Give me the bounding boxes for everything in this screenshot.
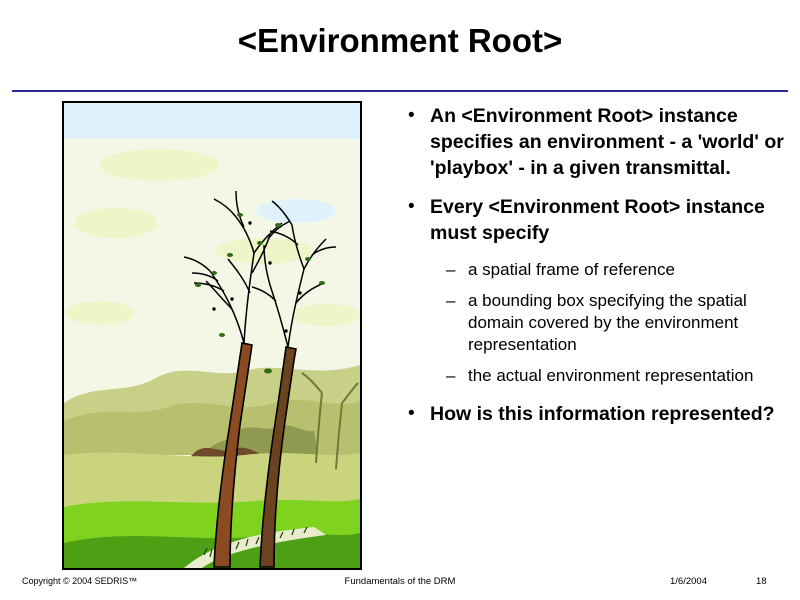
sub-bullet-text: a spatial frame of reference [468,260,675,279]
footer-date: 1/6/2004 [670,576,707,587]
bullet-marker: • [408,196,415,217]
bullet-text: An <Environment Root> instance specifies an environment - a 'world' or 'playbox' - in a given transmittal. [430,105,784,179]
title-divider [12,90,788,92]
bullet-list [400,103,786,440]
bullet-text: Every <Environment Root> instance must specify [430,196,765,244]
bullet-marker: • [408,105,415,126]
sub-bullet-marker: – [446,291,456,310]
bullet-item [400,401,786,427]
footer-deck-title: Fundamentals of the DRM [344,576,456,587]
sub-bullet-item [400,259,786,281]
footer-copyright: Copyright © 2004 SEDRIS™ [22,576,138,586]
landscape-illustration-svg [64,103,360,568]
slide-footer [0,570,800,600]
bullet-item [400,103,786,181]
sub-bullet-item [400,365,786,387]
sub-bullet-text: the actual environment representation [468,366,754,385]
sub-bullet-marker: – [446,366,456,385]
sub-bullet-item [400,290,786,356]
bullet-text: How is this information represented? [430,403,775,425]
sub-bullet-text: a bounding box specifying the spatial domain covered by the environment representation [468,291,747,354]
slide-illustration [62,101,362,570]
bullet-marker: • [408,403,415,424]
bullet-item [400,194,786,246]
page-title: <Environment Root> [237,22,563,59]
sub-bullet-marker: – [446,260,456,279]
footer-page-number: 18 [756,576,767,587]
